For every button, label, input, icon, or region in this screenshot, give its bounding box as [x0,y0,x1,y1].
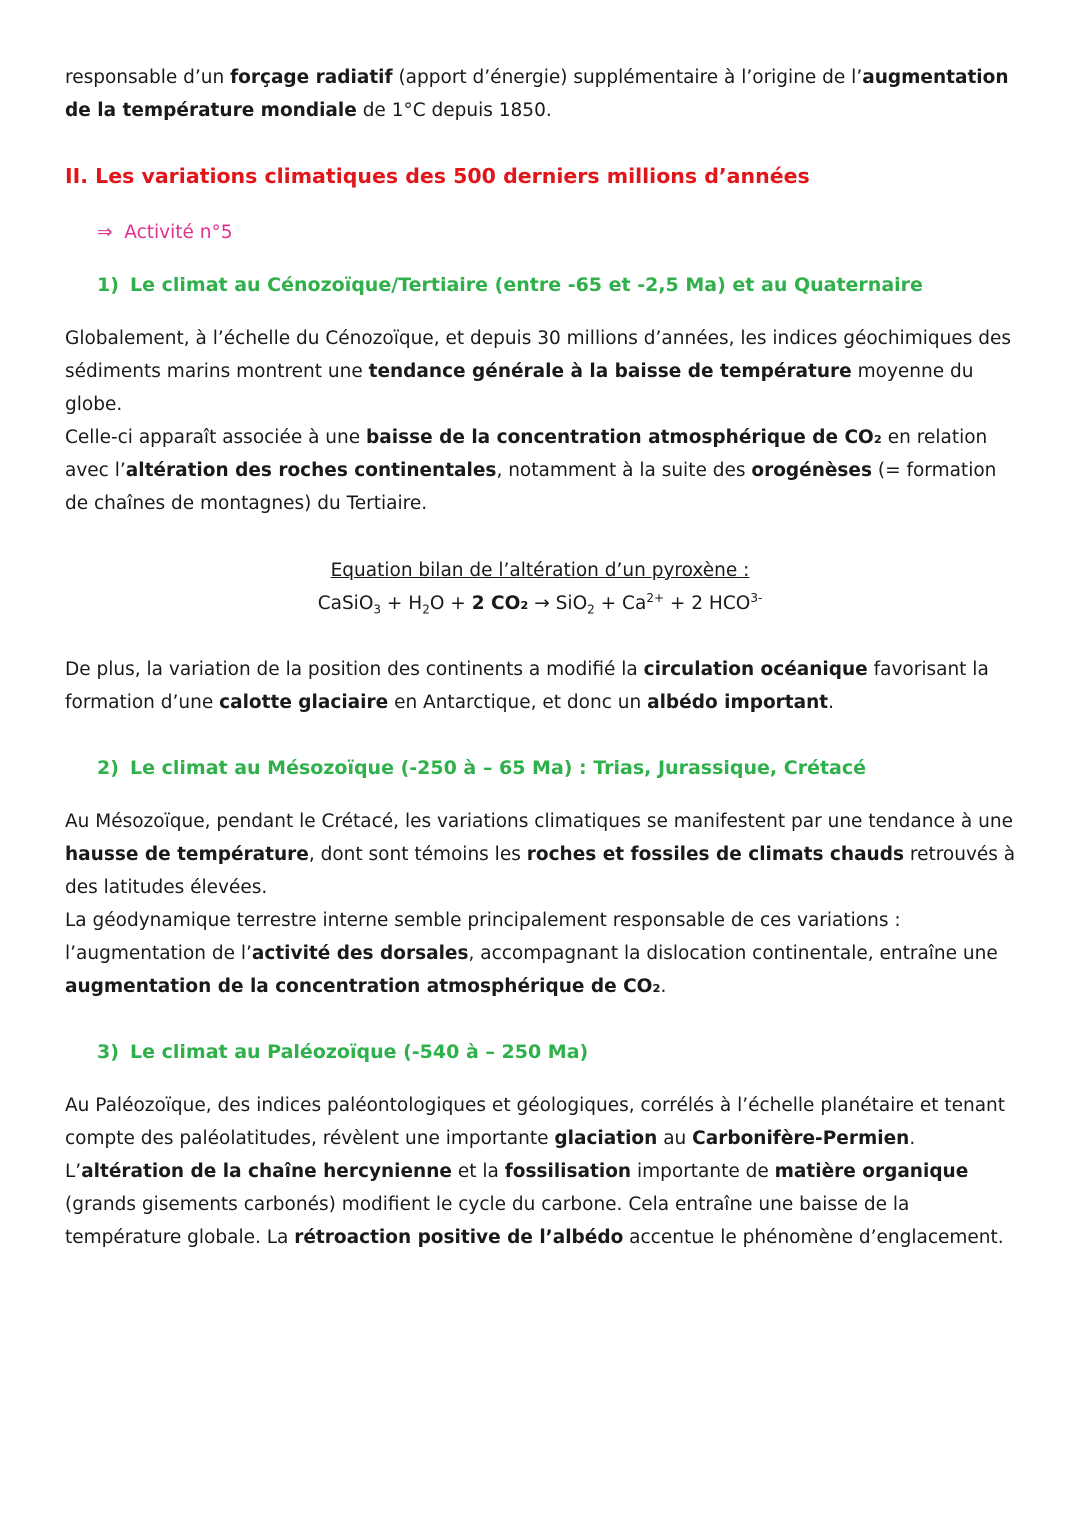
eq-part: + H [381,593,423,614]
bold-term: circulation océanique [643,659,868,680]
eq-part: + Ca [594,593,647,614]
paragraph-paleozoic-2 [65,1155,1025,1254]
text-span: Au Paléozoïque, des indices paléontologiques et géologiques, corrélés à l’échelle planétaire et tenant compte des paléolatitudes, révèlent une importante [65,1095,1006,1149]
bold-term: glaciation [554,1128,658,1149]
bold-term: altération de la chaîne hercynienne [81,1161,452,1182]
eq-superscript: 2+ [646,590,665,605]
bold-term: Carbonifère-Permien [692,1128,910,1149]
eq-superscript: 3- [750,590,763,605]
text-span: accentue le phénomène d’englacement. [623,1227,1004,1248]
arrow-icon: ⇒ [97,222,113,243]
text-span: L’ [65,1161,82,1182]
text-span: . [660,976,667,997]
subsection-number: 1) [97,274,119,296]
text-span: , notamment à la suite des [496,460,752,481]
bold-term: augmentation de la concentration atmosphérique de CO₂ [65,976,661,997]
paragraph-cenozoic-1 [65,322,1025,421]
activity-reference [97,216,233,249]
bold-term: tendance générale à la baisse de température [368,361,852,382]
eq-co2: 2 CO₂ [471,593,529,614]
eq-part: CaSiO [317,593,374,614]
subsection-label: Le climat au Mésozoïque (-250 à – 65 Ma) : Trias, Jurassique, Crétacé [130,757,867,779]
text-span: . [828,692,835,713]
text-span: moyenne du globe. [65,361,974,415]
bold-term: rétroaction positive de l’albédo [294,1227,624,1248]
subsection-label: Le climat au Paléozoïque (-540 à – 250 Ma) [130,1041,589,1063]
text-span: retrouvés à des latitudes élevées. [65,844,1016,898]
text-span: Au Mésozoïque, pendant le Crétacé, les variations climatiques se manifestent par une tendance à une [65,811,1013,832]
bold-term: baisse de la concentration atmosphérique de CO₂ [366,427,882,448]
bold-term: hausse de température [65,844,309,865]
text-span: (= formation de chaînes de montagnes) du Tertiaire. [65,460,997,514]
bold-term: forçage radiatif [230,67,393,88]
bold-term: augmentation de la température mondiale [65,67,1009,121]
text-span: et la [451,1161,505,1182]
bold-term: matière organique [774,1161,969,1182]
bold-term: altération des roches continentales [125,460,497,481]
subsection-number: 2) [97,757,119,779]
eq-part: + 2 HCO [664,593,751,614]
text-span: importante de [631,1161,775,1182]
paragraph-cenozoic-2 [65,421,1025,520]
bold-term: activité des dorsales [251,943,469,964]
text-span: de 1°C depuis 1850. [356,100,552,121]
text-span: responsable d’un [65,67,231,88]
subsection-title-3 [97,1036,588,1069]
equation-title: Equation bilan de l’altération d’un pyroxène : [330,560,750,581]
paragraph-mesozoic-1 [65,805,1025,904]
subsection-label: Le climat au Cénozoïque/Tertiaire (entre -65 et -2,5 Ma) et au Quaternaire [130,274,923,296]
section-title: II. Les variations climatiques des 500 derniers millions d’années [65,164,810,188]
text-span: au [657,1128,693,1149]
text-span: La géodynamique terrestre interne semble principalement responsable de ces variations : l’augmentation de l’ [65,910,901,964]
bold-term: calotte glaciaire [219,692,389,713]
text-span: Globalement, à l’échelle du Cénozoïque, et depuis 30 millions d’années, les indices géochimiques des sédiments marins montrent une [65,328,1011,382]
text-span: favorisant la formation d’une [65,659,989,713]
eq-part: O + [429,593,472,614]
paragraph-paleozoic-1 [65,1089,1025,1155]
text-span: (apport d’énergie) supplémentaire à l’origine de l’ [392,67,863,88]
eq-subscript: 3 [373,602,382,617]
bold-term: fossilisation [504,1161,632,1182]
activity-label: Activité n°5 [124,222,233,243]
subsection-title-1 [97,269,923,302]
eq-subscript: 2 [587,602,595,617]
text-span: , dont sont témoins les [308,844,527,865]
subsection-number: 3) [97,1041,119,1063]
bold-term: roches et fossiles de climats chauds [526,844,904,865]
paragraph-mesozoic-2 [65,904,1025,1003]
text-span: De plus, la variation de la position des continents a modifié la [65,659,644,680]
bold-term: orogénèses [751,460,872,481]
text-span: en relation avec l’ [65,427,988,481]
bold-term: albédo important [647,692,829,713]
eq-part: → SiO [528,593,588,614]
text-span: en Antarctique, et donc un [388,692,648,713]
text-span: (grands gisements carbonés) modifient le cycle du carbone. Cela entraîne une baisse de la température globale. La [65,1194,910,1248]
chemical-equation [0,587,1080,620]
text-span: , accompagnant la dislocation continentale, entraîne une [468,943,998,964]
text-span: . [909,1128,916,1149]
intro-paragraph [65,61,1025,127]
paragraph-cenozoic-3 [65,653,1025,719]
text-span: Celle-ci apparaît associée à une [65,427,367,448]
subsection-title-2 [97,752,866,785]
eq-subscript: 2 [422,602,430,617]
